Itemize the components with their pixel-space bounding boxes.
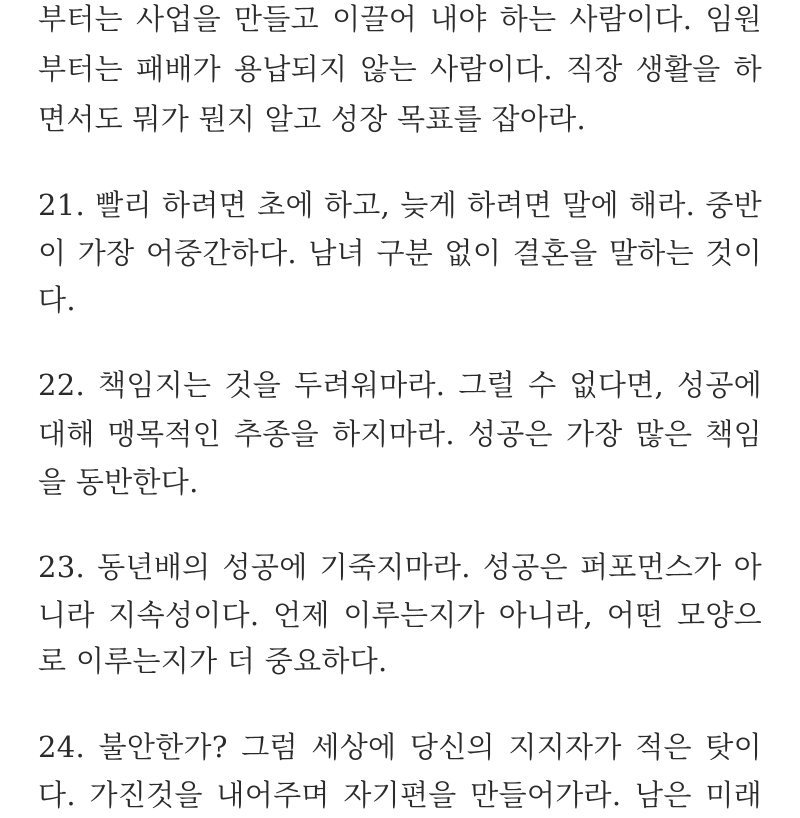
text-line: 부터는 패배가 용납되지 않는 사람이다. 직장 생활을 하 [38,52,762,86]
text-line: 부터는 사업을 만들고 이끌어 내야 하는 사람이다. 임원 [38,2,762,36]
text-line: 다. [38,283,76,317]
text-line: 대해 맹목적인 추종을 하지마라. 성공은 가장 많은 책임 [38,417,762,451]
text-line: 니라 지속성이다. 언제 이루는지가 아니라, 어떤 모양으 [38,598,762,632]
text-line: 22. 책임지는 것을 두려워마라. 그럴 수 없다면, 성공에 [38,368,762,402]
text-line: 이 가장 어중간하다. 남녀 구분 없이 결혼을 말하는 것이 [38,236,762,270]
text-line: 다. 가진것을 내어주며 자기편을 만들어가라. 남은 미래 [38,778,762,812]
text-line: 21. 빨리 하려면 초에 하고, 늦게 하려면 말에 해라. 중반 [38,188,762,222]
text-line: 을 동반한다. [38,465,199,499]
text-line: 23. 동년배의 성공에 기죽지마라. 성공은 퍼포먼스가 아 [38,550,762,584]
text-line: 24. 불안한가? 그럼 세상에 당신의 지지자가 적은 탓이 [38,730,762,764]
text-line: 로 이루는지가 더 중요하다. [38,644,388,678]
text-line: 면서도 뭐가 뭔지 알고 성장 목표를 잡아라. [38,102,586,136]
